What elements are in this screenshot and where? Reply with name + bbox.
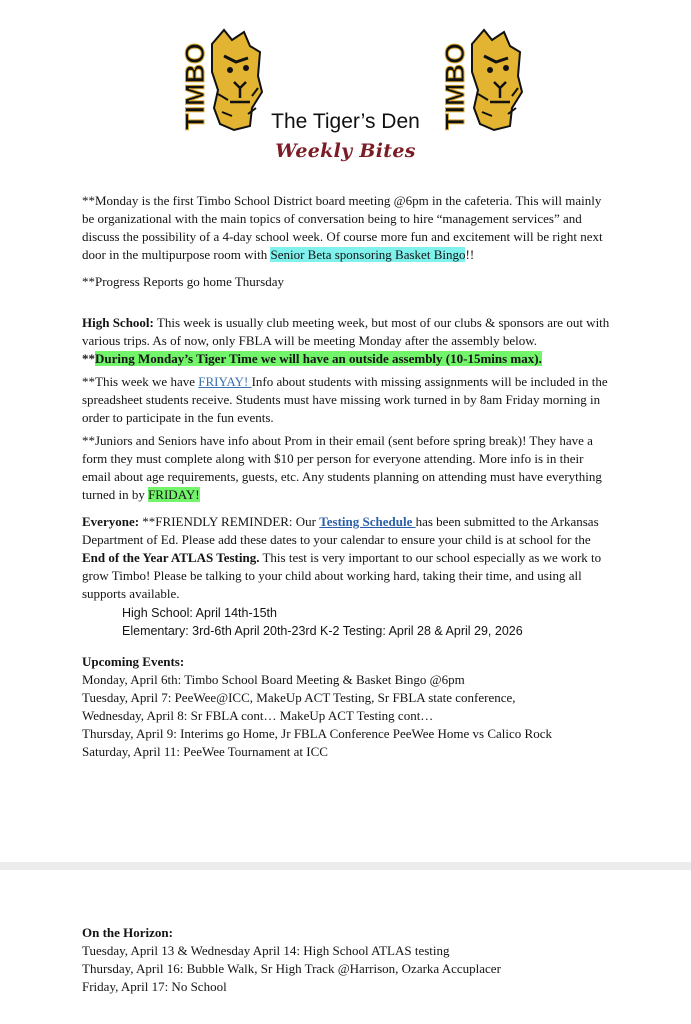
monday-text: **Monday is the first Timbo School District board meeting @6pm in the cafeteria. This will mainly be organizational with the main topics of conversation being to hire “management services” and discuss the possibility of a 4-day school week. Of course more fun and excitement will be right next door in the multipurpose room with — [82, 193, 603, 262]
everyone-section — [82, 513, 612, 640]
monday-announcement — [82, 192, 612, 264]
everyone-label: Everyone: — [82, 514, 140, 529]
elementary-testing-dates: Elementary: 3rd-6th April 20th-23rd K-2 Testing: April 28 & April 29, 2026 — [122, 624, 523, 638]
logo-text: TIMBO — [180, 43, 210, 130]
page-divider — [0, 862, 691, 870]
list-item: Monday, April 6th: Timbo School Board Meeting & Basket Bingo @6pm — [82, 672, 465, 687]
friyay-link[interactable]: FRIYAY! — [198, 374, 252, 389]
newsletter-subtitle: Weekly Bites — [275, 140, 416, 162]
newsletter-page-2 — [0, 870, 691, 1024]
list-item: Tuesday, April 7: PeeWee@ICC, MakeUp ACT Testing, Sr FBLA state conference, — [82, 690, 516, 705]
list-item: Thursday, April 9: Interims go Home, Jr FBLA Conference PeeWee Home vs Calico Rock — [82, 726, 552, 741]
newsletter-title: The Tiger’s Den — [271, 110, 420, 133]
everyone-post: This test is very important to our school especially as we work to grow Timbo! Please be talking to your child about working hard, taking their time, and using all supports available. — [82, 550, 602, 601]
assembly-highlight: During Monday’s Tiger Time we will have an outside assembly (10-15mins max). — [95, 351, 542, 366]
friyay-pre: **This week we have — [82, 374, 199, 389]
progress-reports — [82, 273, 612, 291]
upcoming-title: Upcoming Events: — [82, 654, 185, 669]
horizon-title: On the Horizon: — [82, 925, 173, 940]
progress-text: **Progress Reports go home Thursday — [82, 274, 284, 289]
on-the-horizon — [82, 924, 612, 996]
assembly-prefix: ** — [82, 351, 95, 366]
prom-section — [82, 432, 612, 504]
basket-bingo-highlight: Senior Beta sponsoring Basket Bingo — [270, 247, 466, 262]
friyay-section — [82, 373, 612, 427]
list-item: Saturday, April 11: PeeWee Tournament at ICC — [82, 744, 328, 759]
upcoming-events — [82, 653, 612, 761]
list-item: Friday, April 17: No School — [82, 979, 227, 994]
high-school-testing-dates: High School: April 14th-15th — [122, 606, 277, 620]
everyone-pre: **FRIENDLY REMINDER: Our — [139, 514, 320, 529]
prom-text: **Juniors and Seniors have info about Prom in their email (sent before spring break)! They have a form they must complete along with $10 per person for everyone attending. More info is in their email about age requirements, guests, etc. Any students planning on attending must have everything turned in by — [82, 433, 602, 502]
logo-text: TIMBO — [440, 43, 470, 130]
monday-end: !! — [465, 247, 475, 262]
prom-deadline-highlight: FRIDAY! — [148, 487, 200, 502]
testing-schedule-link[interactable]: Testing Schedule — [319, 514, 416, 529]
atlas-testing-bold: End of the Year ATLAS Testing. — [82, 550, 260, 565]
list-item: Thursday, April 16: Bubble Walk, Sr High Track @Harrison, Ozarka Accuplacer — [82, 961, 501, 976]
high-school-text: This week is usually club meeting week, but most of our clubs & sponsors are out with various trips. As of now, only FBLA will be meeting Monday after the assembly below. — [82, 315, 610, 348]
everyone-mid: has been submitted to the Arkansas Department of Ed. Please add these dates to your calendar to ensure your child is at school for the — [82, 514, 599, 547]
high-school-label: High School: — [82, 315, 154, 330]
friyay-post: Info about students with missing assignments will be included in the spreadsheet students receive. Students must have missing work turned in by 8am Friday morning in order to participate in the fun events. — [82, 374, 608, 425]
high-school-section — [82, 314, 612, 368]
list-item: Tuesday, April 13 & Wednesday April 14: High School ATLAS testing — [82, 943, 450, 958]
list-item: Wednesday, April 8: Sr FBLA cont… MakeUp ACT Testing cont… — [82, 708, 434, 723]
